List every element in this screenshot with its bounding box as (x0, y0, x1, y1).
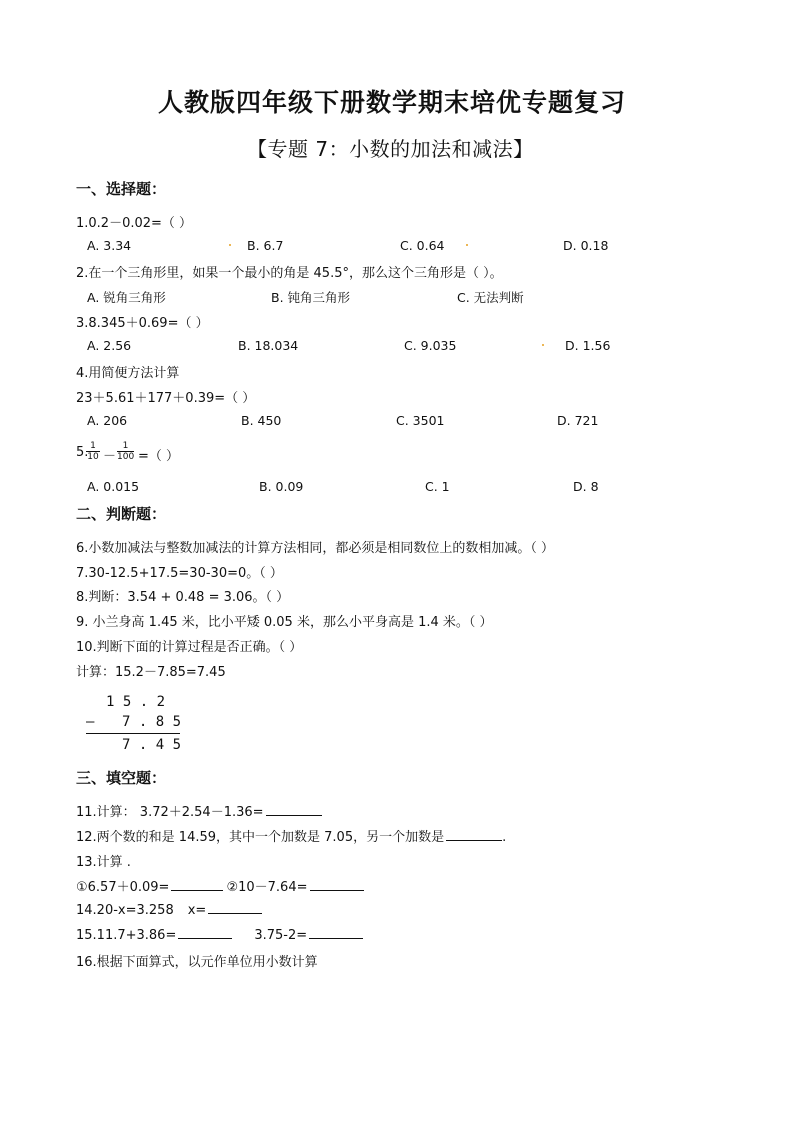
answer-blank[interactable] (310, 878, 364, 891)
q4-option-b: B. 450 (241, 413, 282, 428)
vertical-rule (86, 733, 180, 734)
q2-option-c: C. 无法判断 (457, 290, 524, 305)
question-13: 13.计算 . (76, 855, 131, 870)
question-9: 9. 小兰身高 1.45 米，比小平矮 0.05 米，那么小平身高是 1.4 米。（ ） (76, 615, 493, 630)
q5-option-b: B. 0.09 (259, 479, 304, 494)
q3-option-c: C. 9.035 (404, 338, 457, 353)
question-4: 4.用简便方法计算 (76, 366, 180, 381)
q3-option-a: A. 2.56 (87, 338, 132, 353)
q5-option-a: A. 0.015 (87, 479, 140, 494)
q2-option-a: A. 锐角三角形 (87, 290, 166, 305)
question-14 (76, 901, 262, 918)
q4-option-d: D. 721 (557, 413, 599, 428)
section-judge-heading: 二、判断题： (76, 505, 167, 523)
fraction-1-10 (86, 441, 100, 462)
q1-option-b: B. 6.7 (247, 238, 284, 253)
fraction-denominator: 100 (117, 452, 135, 462)
q5-option-c: C. 1 (425, 479, 450, 494)
question-2: 2.在一个三角形里，如果一个最小的角是 45.5°，那么这个三角形是（ ）。 (76, 266, 503, 281)
question-8: 8.判断：3.54 + 0.48 = 3.06。（ ） (76, 590, 290, 605)
question-1: 1.0.2－0.02=（ ） (76, 216, 193, 231)
q4-option-c: C. 3501 (396, 413, 445, 428)
question-4-expression: 23＋5.61＋177＋0.39=（ ） (76, 391, 256, 406)
answer-blank[interactable] (171, 878, 223, 891)
question-6: 6.小数加减法与整数加减法的计算方法相同，都必须是相同数位上的数相加减。（ ） (76, 541, 555, 556)
answer-blank[interactable] (208, 901, 262, 914)
vertical-top-number: 1 5 . 2 (106, 694, 166, 710)
question-11 (76, 801, 322, 820)
fraction-1-100 (117, 441, 134, 462)
q4-option-a: A. 206 (87, 413, 128, 428)
q1-option-c: C. 0.64 (400, 238, 445, 253)
question-13-parts (76, 876, 364, 895)
question-14-x-label: x= (187, 903, 207, 918)
question-16: 16.根据下面算式，以元作单位用小数计算 (76, 955, 318, 970)
vertical-middle-number: 7 . 8 5 (122, 714, 182, 730)
q2-option-b: B. 钝角三角形 (271, 290, 351, 305)
q3-option-b: B. 18.034 (238, 338, 299, 353)
question-5-suffix: =（ ） (138, 449, 180, 464)
answer-blank[interactable] (178, 926, 232, 939)
question-13-part-1: ①6.57＋0.09= (76, 880, 170, 895)
question-10: 10.判断下面的计算过程是否正确。（ ） (76, 640, 303, 655)
dot-mark (542, 344, 544, 346)
q1-option-a: A. 3.34 (87, 238, 132, 253)
fraction-numerator: 1 (86, 441, 100, 452)
question-15 (76, 926, 363, 943)
answer-blank[interactable] (309, 926, 363, 939)
vertical-result: 7 . 4 5 (122, 737, 182, 753)
q5-option-d: D. 8 (573, 479, 599, 494)
vertical-operator: — (86, 714, 95, 730)
section-choice-heading: 一、选择题： (76, 180, 167, 198)
page-subtitle: 【专题 7：小数的加法和减法】 (247, 137, 534, 161)
minus-sign: － (103, 449, 117, 464)
answer-blank[interactable] (446, 828, 502, 841)
question-15-part-1: 15.11.7+3.86= (76, 928, 177, 943)
dot-mark (229, 244, 231, 246)
question-15-part-2: 3.75-2= (254, 928, 308, 943)
question-5-prefix: 5. (76, 445, 89, 460)
q3-option-d: D. 1.56 (565, 338, 611, 353)
question-12-end: . (502, 830, 507, 845)
page-title: 人教版四年级下册数学期末培优专题复习 (158, 88, 627, 117)
question-10-calc: 计算：15.2－7.85=7.45 (76, 665, 226, 680)
fraction-numerator: 1 (117, 441, 134, 452)
question-13-part-2: ②10－7.64= (226, 880, 308, 895)
dot-mark (466, 244, 468, 246)
fraction-denominator: 10 (87, 452, 99, 462)
question-12-text: 12.两个数的和是 14.59，其中一个加数是 7.05，另一个加数是 (76, 830, 445, 845)
question-3: 3.8.345＋0.69=（ ） (76, 316, 209, 331)
question-12 (76, 826, 506, 845)
question-7: 7.30-12.5+17.5=30-30=0。（ ） (76, 566, 283, 581)
question-14-equation: 14.20-x=3.258 (76, 903, 174, 918)
q1-option-d: D. 0.18 (563, 238, 609, 253)
question-11-text: 11.计算： 3.72＋2.54－1.36= (76, 805, 264, 820)
answer-blank[interactable] (266, 803, 322, 816)
section-fill-heading: 三、填空题： (76, 769, 167, 787)
